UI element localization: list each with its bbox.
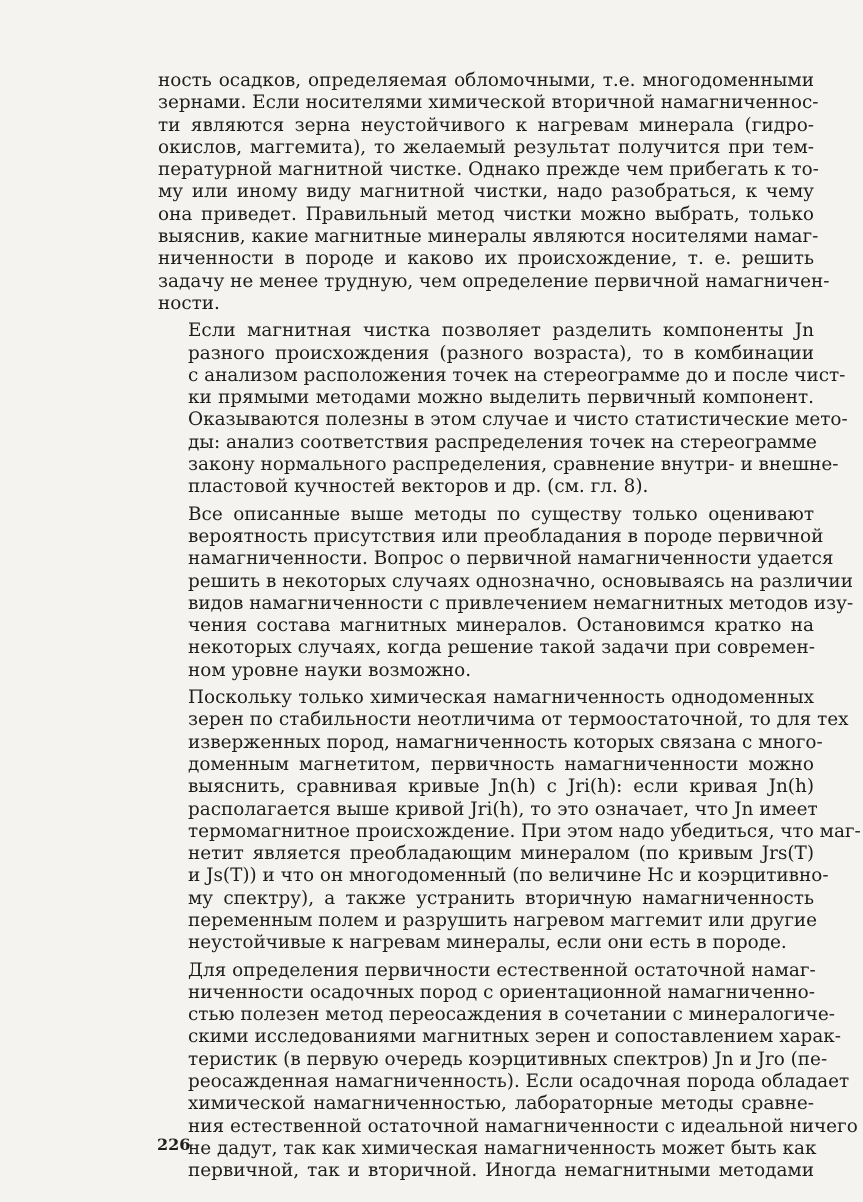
text-line: му или иному виду магнитной чистки, надо разобраться, к чему (158, 181, 814, 203)
text-line: первичной, так и вторичной. Иногда немагнитными методами (188, 1160, 814, 1182)
text-line: изверженных пород, намагниченность которых связана с много- (188, 731, 823, 753)
text-line: она приведет. Правильный метод чистки можно выбрать, только (158, 203, 814, 225)
paragraph-3 (158, 503, 854, 682)
text-line: ниченности в породе и каково их происхождение, т. е. решить (158, 248, 814, 270)
paragraph-2 (158, 320, 848, 498)
page-body (158, 70, 861, 1188)
text-line: пературной магнитной чистке. Однако прежде чем прибегать к то- (158, 159, 819, 181)
text-line: закону нормального распределения, сравнение внутри- и внешне- (188, 454, 839, 476)
text-line: му спектру), а также устранить вторичную намагниченность (188, 887, 814, 909)
text-line: стью полезен метод переосаждения в сочетании с минералогиче- (188, 1004, 835, 1026)
text-line: Для определения первичности естественной остаточной намаг- (188, 959, 816, 981)
text-line: не дадут, так как химическая намагниченность может быть как (188, 1137, 817, 1159)
text-line: ды: анализ соответствия распределения точек на стереограмме (188, 431, 817, 453)
text-line: доменным магнетитом, первичность намагниченности можно (188, 753, 814, 775)
text-line: ном уровне науки возможно. (188, 659, 472, 681)
text-line: выяснить, сравнивая кривые Jn(h) с Jri(h): если кривая Jn(h) (188, 776, 814, 798)
paragraph-1 (158, 70, 830, 315)
text-line: ния естественной остаточной намагниченности с идеальной ничего (188, 1115, 858, 1137)
text-line: намагниченности. Вопрос о первичной намагниченности удается (188, 548, 834, 570)
text-line: зерен по стабильности неотличима от термоостаточной, то для тех (188, 709, 849, 731)
text-line: неустойчивые к нагревам минералы, если они есть в породе. (188, 932, 787, 954)
paragraph-4 (158, 687, 861, 955)
text-line: ность осадков, определяемая обломочными, т.е. многодоменными (158, 70, 814, 91)
text-line: Оказываются полезны в этом случае и чисто статистические мето- (188, 409, 848, 431)
text-line: чения состава магнитных минералов. Остановимся кратко на (188, 615, 814, 637)
text-line: решить в некоторых случаях однозначно, основываясь на различии (188, 570, 853, 592)
text-line: переменным полем и разрушить нагревом маггемит или другие (188, 909, 818, 931)
page-number: 226 (157, 1135, 191, 1154)
text-line: и Js(T)) и что он многодоменный (по величине Hc и коэрцитивно- (188, 865, 829, 887)
text-line: реосажденная намагниченность). Если осадочная порода обладает (188, 1071, 850, 1093)
text-line: ности. (158, 292, 220, 314)
text-line: зернами. Если носителями химической вторичной намагниченнос- (158, 92, 819, 114)
text-line: с анализом расположения точек на стереограмме до и после чист- (188, 364, 846, 386)
text-line: Если магнитная чистка позволяет разделить компоненты Jn (188, 320, 814, 342)
text-line: располагается выше кривой Jri(h), то это означает, что Jn имеет (188, 798, 818, 820)
text-line: вероятность присутствия или преобладания в породе первичной (188, 525, 824, 547)
text-line: химической намагниченностью, лабораторные методы сравне- (188, 1093, 814, 1115)
text-line: видов намагниченности с привлечением немагнитных методов изу- (188, 592, 854, 614)
text-line: теристик (в первую очередь коэрцитивных спектров) Jn и Jro (пе- (188, 1048, 828, 1070)
text-line: ти являются зерна неустойчивого к нагревам минерала (гидро- (158, 114, 814, 136)
text-line: пластовой кучностей векторов и др. (см. гл. 8). (188, 476, 649, 498)
text-line: Поскольку только химическая намагниченность однодоменных (188, 687, 814, 709)
text-line: ки прямыми методами можно выделить первичный компонент. (188, 387, 814, 409)
text-line: нетит является преобладающим минералом (по кривым Jrs(T) (188, 843, 814, 865)
paragraph-5 (158, 959, 858, 1183)
text-line: ниченности осадочных пород с ориентационной намагниченно- (188, 981, 815, 1003)
text-line: термомагнитное происхождение. При этом надо убедиться, что маг- (188, 820, 861, 842)
text-line: скими исследованиями магнитных зерен и сопоставлением харак- (188, 1026, 841, 1048)
text-line: некоторых случаях, когда решение такой задачи при современ- (188, 637, 815, 659)
text-line: окислов, маггемита), то желаемый результат получится при тем- (158, 136, 814, 158)
text-line: разного происхождения (разного возраста), то в комбинации (188, 342, 814, 364)
text-line: выяснив, какие магнитные минералы являются носителями намаг- (158, 226, 819, 248)
text-line: Все описанные выше методы по существу только оценивают (188, 503, 814, 525)
text-line: задачу не менее трудную, чем определение первичной намагничен- (158, 270, 830, 292)
